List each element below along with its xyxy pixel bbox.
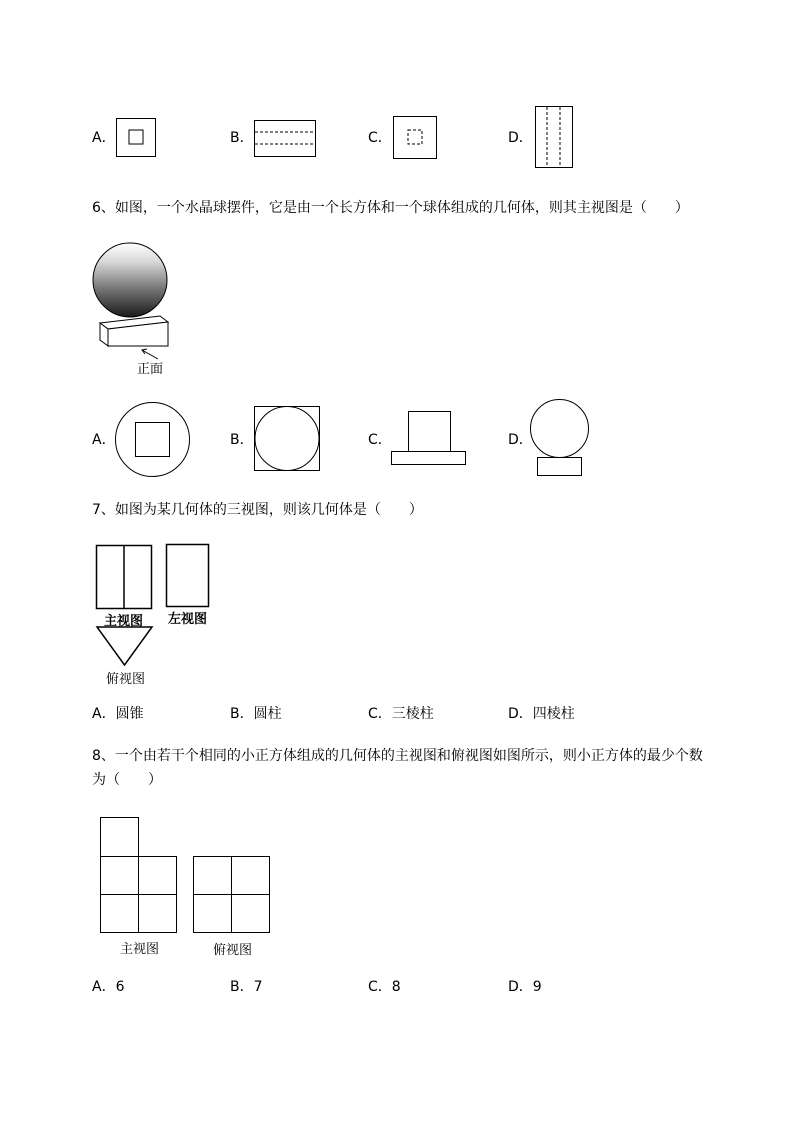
q6-option-a-figure (115, 402, 191, 478)
q7-option-b-text: 圆柱 (253, 706, 282, 722)
q8-front-view-figure (99, 816, 179, 936)
q7-option-a-text: 圆锥 (115, 706, 144, 722)
q7-option-d-letter: D． (508, 706, 533, 722)
q7-option-c-text: 三棱柱 (391, 706, 434, 722)
q5-option-a-letter: A． (92, 130, 116, 146)
q5-option-a-figure (116, 118, 156, 158)
q5-option-d-letter: D． (508, 130, 533, 146)
q5-option-d-figure (535, 106, 573, 168)
q8-top-view-label: 俯视图 (213, 943, 253, 958)
q8-stem (92, 744, 742, 792)
q5-option-c-letter: C． (368, 130, 392, 146)
q6-option-c-figure (391, 411, 467, 467)
q5-option-b-letter: B． (230, 130, 254, 146)
q7-front-view-label: 主视图 (104, 614, 144, 629)
q8-option-d (508, 977, 542, 997)
q8-option-a-text: 6 (115, 979, 125, 995)
q8-option-c (368, 977, 401, 997)
q8-front-view-label: 主视图 (120, 942, 160, 957)
q7-top-view-label: 俯视图 (106, 672, 146, 687)
q6-option-c-letter: C． (368, 432, 392, 448)
q8-option-d-letter: D． (508, 979, 533, 995)
q8-option-a (92, 977, 125, 997)
q7-option-c (368, 704, 434, 724)
q6-option-b-figure (254, 406, 320, 472)
q7-stem: 7、如图为某几何体的三视图，则该几何体是（ ） (92, 502, 423, 518)
q7-option-a-letter: A． (92, 706, 116, 722)
q8-option-c-letter: C． (368, 979, 392, 995)
q8-top-view-figure (192, 855, 272, 935)
q8-option-b-text: 7 (253, 979, 263, 995)
q7-option-d-text: 四棱柱 (532, 706, 575, 722)
q7-left-view-label: 左视图 (168, 612, 208, 627)
q8-option-a-letter: A． (92, 979, 116, 995)
q8-option-b-letter: B． (230, 979, 254, 995)
q8-stem-line1: 8、一个由若干个相同的小正方体组成的几何体的主视图和俯视图如图所示，则小正方体的最少个数 (92, 748, 703, 764)
q6-option-d-figure (529, 398, 591, 478)
q6-option-b-letter: B． (230, 432, 254, 448)
q6-option-d-letter: D． (508, 432, 533, 448)
q6-front-label: 正面 (137, 362, 164, 377)
q6-stem: 6、如图，一个水晶球摆件，它是由一个长方体和一个球体组成的几何体，则其主视图是（ ） (92, 200, 689, 216)
q6-option-a-letter: A． (92, 432, 116, 448)
q6-crystal-ball-figure (92, 240, 182, 360)
q7-option-b-letter: B． (230, 706, 254, 722)
q8-option-c-text: 8 (391, 979, 401, 995)
q5-option-c-figure (393, 116, 437, 160)
q7-option-a (92, 704, 144, 724)
q7-option-d (508, 704, 575, 724)
q8-option-b (230, 977, 263, 997)
q7-option-c-letter: C． (368, 706, 392, 722)
q7-option-b (230, 704, 282, 724)
q8-option-d-text: 9 (532, 979, 542, 995)
q5-option-b-figure (254, 120, 316, 158)
q8-stem-line2: 为（ ） (92, 772, 162, 788)
